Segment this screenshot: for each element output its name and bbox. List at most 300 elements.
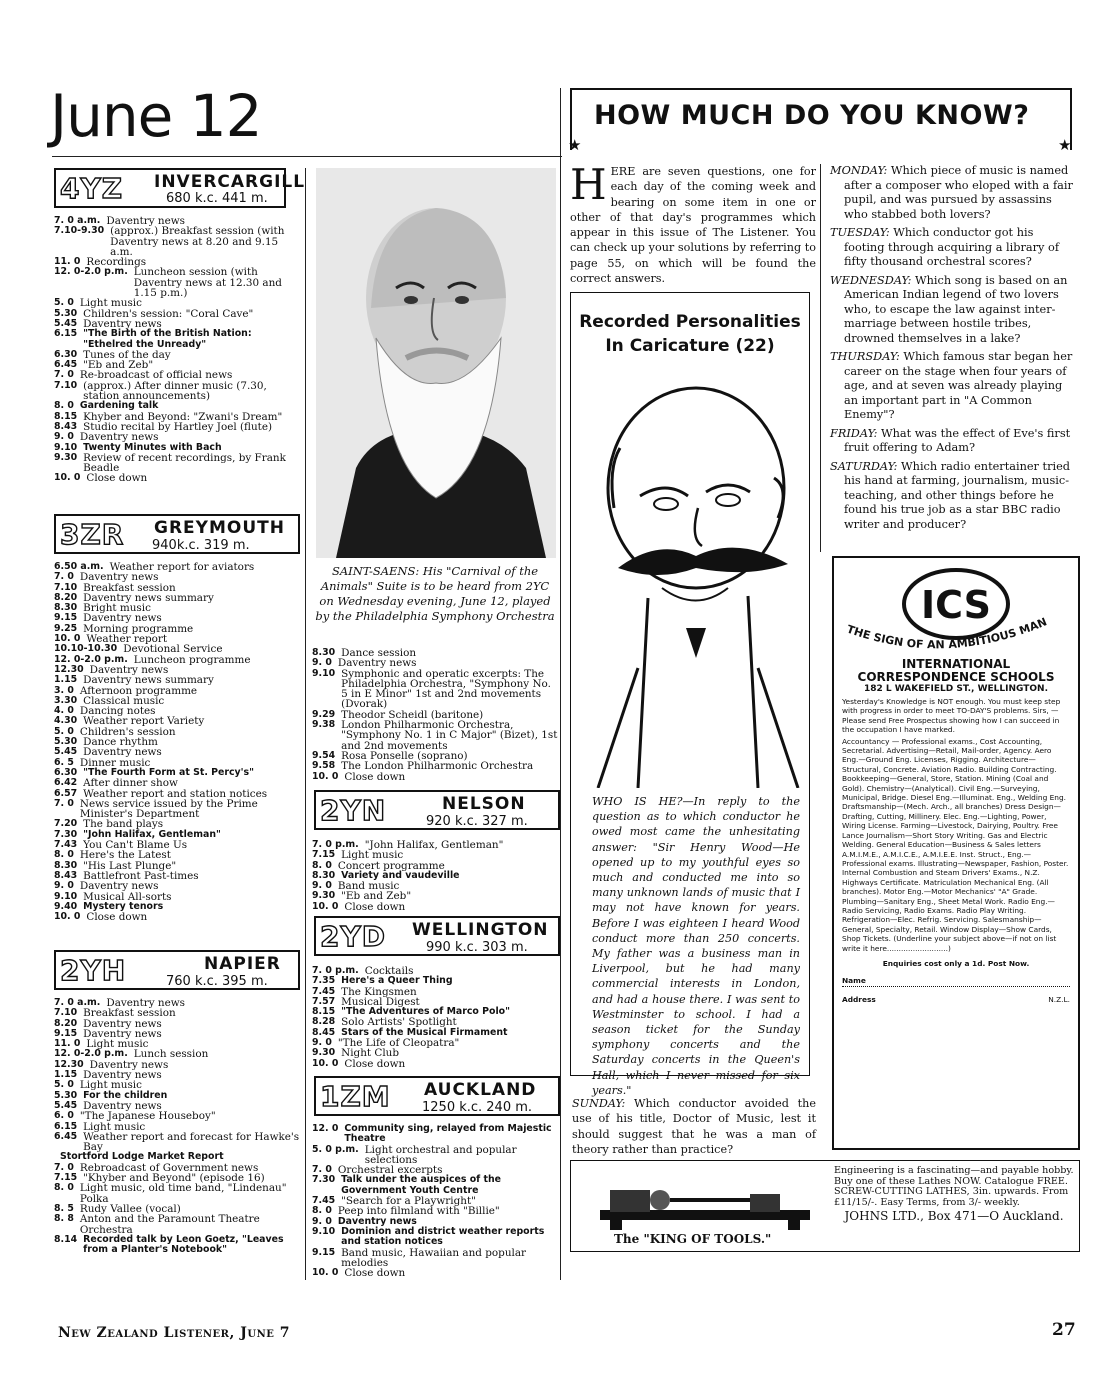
- programme-title: Classical music: [83, 694, 165, 707]
- programme-title: Weather report: [86, 633, 168, 646]
- programme-time: 9. 0: [312, 880, 332, 892]
- programme-title: Weather report and station notices: [83, 787, 268, 800]
- programme-time: 9.15: [54, 1027, 78, 1039]
- programme-time: 8. 5: [54, 1202, 74, 1214]
- programme-time: 5.30: [54, 307, 78, 319]
- programme-title: Weather report for aviators: [109, 561, 255, 573]
- station-2yn-programme: [312, 840, 560, 912]
- programme-time: 11. 0: [54, 256, 81, 268]
- programme-title: Anton and the Paramount Theatre Orchestra: [79, 1213, 260, 1236]
- caricature-title: [572, 310, 808, 358]
- programme-time: 9.15: [312, 1246, 336, 1258]
- quiz-intro-text: ERE are seven questions, one for each day of the coming week and bearing on some item in one or other of that day's programmes which appear in this issue of The Listener. You can check up your solutions by referring to page 55, on which will be found the correct answers.: [570, 165, 816, 286]
- programme-item: [54, 267, 302, 298]
- quiz-question-text: Which piece of music is named after a composer who eloped with a fair pupil, and was pursued by assassins who stabbed both lovers?: [844, 164, 1073, 221]
- ics-address: 182 L WAKEFIELD ST., WELLINGTON.: [863, 684, 1048, 694]
- programme-title: "The Japanese Houseboy": [79, 1110, 216, 1123]
- programme-time: 7.43: [54, 839, 78, 851]
- station-2yd-programme: [312, 966, 560, 1069]
- programme-title: News service issued by the Prime Minister's Department: [79, 797, 258, 821]
- ics-name-field[interactable]: [842, 976, 1070, 986]
- programme-title: "John Halifax, Gentleman": [83, 828, 221, 840]
- programme-title: "The Fourth Form at St. Percy's": [83, 766, 255, 778]
- programme-title: "Search for a Playwright": [341, 1195, 476, 1208]
- programme-title: Light music: [83, 1120, 146, 1133]
- programme-time: 7.10: [54, 1007, 78, 1019]
- programme-time: 6.45: [54, 1130, 78, 1142]
- programme-title: (approx.) After dinner music (7.30, station announcements): [83, 379, 267, 403]
- programme-title: Close down: [344, 770, 406, 783]
- programme-title: "The Adventures of Marco Polo": [341, 1006, 510, 1018]
- ics-address-field[interactable]: [842, 995, 1070, 1004]
- programme-item: [54, 912, 302, 922]
- programme-time: 9.10: [312, 1225, 336, 1237]
- programme-title: Close down: [344, 1057, 406, 1070]
- programme-item: [54, 881, 302, 891]
- station-city: GREYMOUTH: [154, 518, 285, 538]
- ics-address-label: Address: [842, 994, 876, 1004]
- quiz-intro: [570, 160, 816, 286]
- star-icon: ★: [568, 136, 582, 154]
- programme-title: Stortford Lodge Market Report: [60, 1151, 224, 1163]
- programme-time: 6.15: [54, 1120, 78, 1132]
- programme-title: "John Halifax, Gentleman": [364, 839, 504, 851]
- programme-title: Daventry news: [337, 1215, 417, 1227]
- programme-title: Children's session: [79, 725, 176, 738]
- programme-title: Tunes of the day: [83, 348, 171, 361]
- quiz-day: SUNDAY:: [572, 1097, 626, 1110]
- station-2yc-programme: [312, 648, 560, 782]
- programme-title: Daventry news: [83, 612, 162, 625]
- programme-title: Daventry news: [79, 431, 159, 444]
- programme-time: 8. 0: [54, 400, 74, 412]
- ics-name: CORRESPONDENCE SCHOOLS: [857, 670, 1055, 684]
- programme-title: Orchestral excerpts: [337, 1164, 443, 1177]
- programme-title: Community sing, relayed from Majestic Theatre: [344, 1123, 552, 1145]
- programme-time: 6.45: [54, 359, 78, 371]
- quiz-day: MONDAY:: [830, 164, 888, 177]
- programme-time: 9.10: [312, 667, 336, 679]
- programme-title: Daventry news: [106, 997, 185, 1009]
- programme-item: [312, 1268, 562, 1278]
- programme-title: Daventry news: [83, 317, 162, 330]
- programme-time: 5.30: [54, 736, 78, 748]
- programme-time: 12. 0-2.0 p.m.: [54, 653, 128, 665]
- station-3zr-header: [54, 514, 300, 554]
- programme-title: Lunch session: [133, 1048, 209, 1061]
- programme-title: Cocktails: [364, 965, 414, 977]
- station-call-sign: 4YZ: [60, 172, 124, 205]
- programme-time: 8. 0: [54, 1182, 74, 1194]
- programme-title: The London Philharmonic Orchestra: [341, 760, 534, 773]
- programme-title: Stars of the Musical Firmament: [341, 1026, 508, 1038]
- programme-title: Daventry news: [83, 746, 162, 759]
- quiz-question: [830, 274, 1074, 347]
- quiz-day: WEDNESDAY:: [830, 273, 912, 287]
- station-frequency: 920 k.c. 327 m.: [426, 814, 528, 829]
- programme-time: 9.15: [54, 612, 78, 624]
- programme-title: Weather report Variety: [83, 715, 205, 728]
- programme-time: 7. 0 p.m.: [312, 965, 359, 976]
- programme-title: Solo Artists' Spotlight: [341, 1016, 457, 1029]
- programme-time: 9.54: [312, 749, 336, 761]
- programme-title: Luncheon programme: [133, 653, 251, 666]
- programme-time: 9.29: [312, 708, 336, 720]
- station-1zm-header: [314, 1076, 560, 1116]
- programme-time: 10. 0: [54, 472, 81, 484]
- programme-time: 12. 0-2.0 p.m.: [54, 266, 128, 278]
- programme-time: 9.40: [54, 900, 78, 912]
- programme-time: 7.35: [312, 975, 336, 987]
- programme-time: 8.20: [54, 591, 78, 603]
- programme-time: 8.30: [312, 869, 336, 881]
- programme-time: 6.50 a.m.: [54, 561, 104, 572]
- programme-title: Close down: [344, 1267, 406, 1280]
- programme-title: Bright music: [83, 602, 151, 615]
- station-frequency: 940k.c. 319 m.: [152, 538, 250, 553]
- programme-item: [54, 1183, 302, 1204]
- ics-enquiries: Enquiries cost only a 1d. Post Now.: [882, 958, 1030, 968]
- programme-time: 9. 0: [312, 1037, 332, 1049]
- programme-title: Musical All-sorts: [83, 890, 172, 903]
- programme-item: [54, 778, 302, 788]
- programme-item: [312, 1059, 560, 1069]
- photo-caption: SAINT-SAENS: His "Carnival of the Animals" Suite is to be heard from 2YC on Wednesday evening, June 12, played by the Philadelphia Symphony Orchestra: [315, 564, 555, 623]
- programme-time: 7. 0: [54, 571, 74, 583]
- programme-time: 6.30: [54, 348, 78, 360]
- station-1zm-programme: [312, 1124, 562, 1278]
- programme-title: Breakfast session: [83, 1007, 176, 1020]
- programme-title: Band music: [337, 880, 400, 893]
- station-2yd-header: [314, 916, 560, 956]
- star-icon: ★: [1058, 136, 1072, 154]
- programme-title: Peep into filmland with "Billie": [337, 1205, 500, 1218]
- programme-time: 5. 0 p.m.: [312, 1143, 359, 1155]
- programme-title: "The Life of Cleopatra": [337, 1037, 460, 1050]
- programme-title: Daventry news: [83, 1069, 162, 1082]
- programme-title: Luncheon session (with Daventry news at 12.30 and 1.15 p.m.): [133, 266, 282, 300]
- programme-time: 9.38: [312, 719, 336, 731]
- programme-time: 8.30: [54, 859, 78, 871]
- quiz-day: TUESDAY:: [830, 226, 890, 239]
- station-call-sign: 2YN: [320, 794, 387, 827]
- station-call-sign: 2YH: [60, 954, 127, 987]
- programme-time: 9.30: [312, 1047, 336, 1059]
- programme-title: Band music, Hawaiian and popular melodies: [341, 1246, 527, 1269]
- quiz-question-text: Which radio entertainer tried his hand at farming, journalism, music-teaching, and other things before he found his true job as a star BBC radio writer and producer?: [844, 459, 1071, 531]
- programme-time: 8. 0: [312, 1205, 332, 1217]
- programme-item: [54, 226, 302, 257]
- programme-time: 6.30: [54, 766, 78, 778]
- station-city: WELLINGTON: [412, 920, 549, 940]
- programme-title: The band plays: [83, 818, 164, 831]
- programme-title: Night Club: [341, 1047, 399, 1060]
- programme-title: Light orchestral and popular selections: [364, 1143, 517, 1166]
- ics-name: INTERNATIONAL: [901, 657, 1011, 671]
- programme-time: 9.10: [54, 890, 78, 902]
- programme-time: 7. 0 a.m.: [54, 997, 101, 1008]
- column-rule: [305, 168, 306, 1280]
- programme-title: Khyber and Beyond: "Zwani's Dream": [83, 410, 283, 423]
- programme-title: Close down: [86, 911, 148, 924]
- programme-time: 10. 0: [54, 633, 81, 645]
- programme-title: Mystery tenors: [83, 900, 164, 912]
- ics-copy: [842, 658, 1070, 1004]
- programme-time: 9.25: [54, 622, 78, 634]
- programme-time: 7. 0: [312, 1164, 332, 1176]
- station-frequency: 760 k.c. 395 m.: [166, 974, 268, 989]
- programme-time: 9. 0: [312, 1215, 332, 1227]
- programme-time: 7. 0 p.m.: [312, 839, 359, 850]
- programme-time: 6.15: [54, 328, 78, 340]
- quiz-question: [830, 460, 1074, 533]
- programme-title: London Philharmonic Orchestra, "Symphony No. 1 in C Major" (Bizet), 1st and 2nd movements: [341, 719, 558, 752]
- programme-title: Morning programme: [83, 622, 194, 635]
- programme-time: 6. 0: [54, 1110, 74, 1122]
- programme-title: Light music: [79, 1079, 142, 1092]
- quiz-question: [830, 226, 1074, 270]
- programme-item: [312, 669, 560, 710]
- caricature-text: WHO IS HE?—In reply to the question as to which conductor he owed most came the unhesitating answer: "Sir Henry Wood—He opened up to my youthful eyes so much and conducted me into so many unknown lands of music that I may not have known for years. Before I was eighteen I heard Wood conduct more than 250 concerts. My father was a business man in Liverpool, but he had many commercial interests in London, and had a house there. I was sent to Westminster to school. I had a season ticket for the Sunday symphony concerts and the Saturday concerts in the Queen's Hall, which I never missed for six years.": [592, 795, 800, 1097]
- page-number: 27: [1052, 1320, 1076, 1340]
- programme-time: 8. 8: [54, 1213, 74, 1225]
- programme-title: "Eb and Zeb": [83, 359, 154, 372]
- programme-item: [312, 772, 560, 782]
- programme-time: 9. 0: [54, 880, 74, 892]
- programme-time: 8.20: [54, 1017, 78, 1029]
- programme-time: 7.10: [54, 379, 78, 391]
- programme-title: Recordings: [86, 256, 147, 269]
- programme-title: "Eb and Zeb": [341, 890, 412, 903]
- programme-title: Concert programme: [337, 859, 445, 872]
- programme-time: 7.45: [312, 985, 336, 997]
- programme-title: Rebroadcast of Government news: [79, 1161, 259, 1174]
- programme-time: 8.28: [312, 1016, 336, 1028]
- programme-time: 4. 0: [54, 705, 74, 717]
- programme-item: [54, 473, 302, 483]
- programme-time: 1.15: [54, 674, 78, 686]
- page-date-heading: June 12: [50, 82, 262, 150]
- programme-title: Daventry news: [79, 571, 159, 584]
- header-rule: [52, 156, 562, 157]
- station-4yz-programme: [54, 216, 302, 484]
- programme-title: (approx.) Breakfast session (with Daventry news at 8.20 and 9.15 a.m.: [110, 225, 285, 258]
- programme-title: Devotional Service: [123, 643, 223, 656]
- programme-title: Daventry news summary: [83, 674, 214, 687]
- johns-body: Engineering is a fascinating—and payable hobby. Buy one of these Lathes NOW. Catalogue FREE. SCREW-CUTTING LATHES, 3in. upwards. From £11/15/-. Easy Terms, from 3/- weekly.: [834, 1165, 1074, 1208]
- programme-title: Daventry news: [89, 1058, 169, 1071]
- johns-text: [834, 1166, 1074, 1223]
- programme-title: Daventry news: [337, 657, 417, 670]
- programme-item: [54, 1132, 302, 1153]
- station-call-sign: 2YD: [320, 920, 386, 953]
- programme-time: 8.15: [312, 1006, 336, 1018]
- programme-time: 10. 0: [312, 1267, 339, 1279]
- programme-title: Recorded talk by Leon Goetz, "Leaves from a Planter's Notebook": [83, 1233, 284, 1256]
- saint-saens-photo: [316, 168, 556, 558]
- programme-title: Weather report and forecast for Hawke's Bay: [83, 1130, 300, 1154]
- programme-title: Dominion and district weather reports and station notices: [341, 1225, 545, 1248]
- programme-time: 7.10-9.30: [54, 225, 105, 237]
- programme-time: 8. 0: [312, 859, 332, 871]
- programme-time: 8.30: [54, 602, 78, 614]
- quiz-question: [830, 350, 1074, 423]
- quiz-title: HOW MUCH DO YOU KNOW?: [594, 100, 1030, 131]
- programme-time: 7. 0 a.m.: [54, 215, 101, 226]
- programme-title: Review of recent recordings, by Frank Beadle: [83, 451, 286, 475]
- station-2yn-header: [314, 790, 560, 830]
- programme-title: "Khyber and Beyond" (episode 16): [83, 1172, 265, 1185]
- programme-title: Here's a Queer Thing: [341, 975, 453, 987]
- programme-title: Dinner music: [79, 756, 151, 769]
- quiz-day: SATURDAY:: [830, 459, 898, 473]
- programme-title: Musical Digest: [341, 995, 420, 1008]
- caricature-title-line: Recorded Personalities: [579, 312, 801, 332]
- programme-time: 8.45: [312, 1026, 336, 1038]
- quiz-day: FRIDAY:: [830, 426, 878, 440]
- programme-time: 7.45: [312, 1195, 336, 1207]
- programme-title: Gardening talk: [79, 400, 159, 412]
- programme-title: Children's session: "Coral Cave": [83, 307, 254, 320]
- programme-item: [312, 1175, 562, 1196]
- programme-time: 3. 0: [54, 684, 74, 696]
- caricature-drawing: [578, 368, 804, 788]
- programme-title: Daventry news: [106, 215, 185, 227]
- programme-title: Re-broadcast of official news: [79, 369, 233, 382]
- quiz-dropcap: H: [570, 160, 607, 209]
- programme-title: "His Last Plunge": [83, 859, 177, 872]
- portrait-illustration: [316, 168, 556, 558]
- programme-time: 8.14: [54, 1233, 78, 1245]
- programme-time: 5.30: [54, 1089, 78, 1101]
- programme-item: [312, 1124, 562, 1145]
- programme-time: 10.10-10.30: [54, 643, 118, 655]
- programme-time: 6. 5: [54, 756, 74, 768]
- station-2yh-programme: [54, 998, 302, 1255]
- johns-tagline: The "KING OF TOOLS.": [614, 1232, 772, 1246]
- station-city: NELSON: [442, 794, 526, 814]
- programme-time: 7.15: [312, 849, 336, 861]
- footer-publication: New Zealand Listener, June 7: [58, 1325, 290, 1341]
- programme-time: 11. 0: [54, 1038, 81, 1050]
- ics-nz: N.Z.L.: [1048, 994, 1070, 1004]
- quiz-question-text: Which conductor got his footing through acquiring a library of fifty thousand orchestral scores?: [844, 226, 1059, 268]
- station-3zr-programme: [54, 562, 302, 922]
- programme-title: Theodor Scheidl (baritone): [341, 708, 484, 721]
- programme-title: The Kingsmen: [341, 985, 417, 998]
- programme-title: After dinner show: [83, 777, 178, 790]
- programme-time: 3.30: [54, 694, 78, 706]
- programme-time: 1.15: [54, 1069, 78, 1081]
- programme-title: Dancing notes: [79, 705, 156, 718]
- programme-item: [312, 1145, 562, 1166]
- station-frequency: 1250 k.c. 240 m.: [422, 1100, 533, 1115]
- quiz-sunday: [572, 1096, 816, 1157]
- programme-time: 10. 0: [312, 900, 339, 912]
- programme-title: Daventry news: [79, 880, 159, 893]
- programme-time: 8. 0: [54, 849, 74, 861]
- programme-title: Daventry news: [89, 663, 169, 676]
- programme-item: [312, 1248, 562, 1269]
- programme-title: For the children: [83, 1089, 168, 1101]
- programme-time: 4.30: [54, 715, 78, 727]
- programme-title: Light music: [79, 297, 142, 310]
- ics-courses: Accountancy — Professional exams., Cost Accounting, Secretarial. Advertising—Retail, Mail-order, Agency. Aero Eng.—Ground Eng. Licenses, Rigging. Architecture—Structural, Concrete. Aviation Radio. Building Contracting. Bookkeeping—General, Store, Station. Mining (Coal and Gold). Chemistry—(Analytical). Civil Eng.—Surveying, Municipal, Bridge. Diesel Eng.—Illuminat. Eng., Welding Eng. Draftsmanship—(Mech. Arch., all branches) Dress Design—Drafting, Cutting, Millinery. Elec. Eng.—Lighting, Power, Wiring License. Farming—Livestock, Dairying, Poultry. Free Lance Journalism—Short Story Writing. Gas and Electric Welding. General Education—Business & Sales letters A.M.I.M.E., A.M.I.C.E., A.M.I.E.E. Inst. Struct., Eng.—Professional exams. Illustrating—Newspaper, Fashion, Poster. Internal Combustion and Steam Drivers' Exams., N.Z. Highways Certificate. Matriculation Mechanical Eng. (All branches). Motor Eng.—Motor Mechanics' "A" Grade. Plumbing—Sanitary Eng., Sheet Metal Work. Radio Eng.—Radio Servicing, Radio Exams. Radio Play Writing. Refrigeration—Elec. Refrig. Servicing. Salesmanship—General, Specialty, Retail. Window Display—Show Cards, Shop Tickets. (Underline your subject above—if not on list write it here..........................): [842, 736, 1069, 953]
- programme-item: [312, 720, 560, 751]
- programme-time: 5. 0: [54, 1079, 74, 1091]
- programme-time: 7.20: [54, 818, 78, 830]
- programme-time: 8.43: [54, 869, 78, 881]
- programme-title: Daventry news: [83, 1017, 162, 1030]
- programme-title: Dance rhythm: [83, 736, 158, 749]
- station-4yz-header: [54, 168, 306, 208]
- programme-time: 12.30: [54, 663, 84, 675]
- programme-time: 6.57: [54, 787, 78, 799]
- programme-time: 9.10: [54, 441, 78, 453]
- programme-time: 9.30: [312, 890, 336, 902]
- station-city: AUCKLAND: [424, 1080, 537, 1100]
- quiz-question-text: Which conductor avoided the use of his title, Doctor of Music, lest it should suggest that he was a man of theory rather than practice?: [572, 1097, 816, 1156]
- programme-time: 7. 0: [54, 369, 74, 381]
- quiz-question-text: What was the effect of Eve's first fruit offering to Adam?: [844, 426, 1071, 454]
- programme-time: 7.30: [54, 828, 78, 840]
- station-call-sign: 3ZR: [60, 518, 125, 551]
- programme-title: Light music: [86, 1038, 149, 1051]
- programme-time: 9. 0: [312, 657, 332, 669]
- ics-name-label: Name: [842, 976, 866, 986]
- caricature-title-line: In Caricature (22): [605, 336, 775, 356]
- programme-title: "The Birth of the British Nation: "Ethelred the Unready": [83, 328, 252, 350]
- column-rule: [820, 164, 821, 552]
- programme-title: Close down: [86, 472, 148, 485]
- programme-time: 9. 0: [54, 431, 74, 443]
- programme-time: 9.58: [312, 760, 336, 772]
- programme-time: 5.45: [54, 1099, 78, 1111]
- programme-title: Light music, old time band, "Lindenau" Polka: [79, 1182, 287, 1205]
- programme-title: Afternoon programme: [79, 684, 198, 697]
- programme-time: 10. 0: [312, 1057, 339, 1069]
- programme-time: 5.45: [54, 317, 78, 329]
- programme-time: 7.15: [54, 1172, 78, 1184]
- programme-time: 10. 0: [312, 770, 339, 782]
- programme-time: 10. 0: [54, 911, 81, 923]
- programme-time: 9.30: [54, 451, 78, 463]
- programme-item: [54, 1235, 302, 1256]
- station-frequency: 680 k.c. 441 m.: [166, 191, 268, 206]
- programme-item: [54, 799, 302, 820]
- programme-time: 7. 0: [54, 797, 74, 809]
- station-2yh-header: [54, 950, 300, 990]
- programme-title: Daventry news: [83, 1027, 162, 1040]
- programme-title: You Can't Blame Us: [83, 839, 188, 852]
- programme-time: 12. 0: [312, 1123, 339, 1134]
- programme-time: 7.30: [312, 1174, 336, 1186]
- programme-title: Battlefront Past-times: [83, 869, 199, 882]
- programme-title: Dance session: [341, 647, 417, 659]
- station-city: INVERCARGILL: [154, 172, 306, 192]
- programme-title: Talk under the auspices of the Government Youth Centre: [341, 1174, 502, 1196]
- programme-item: [54, 453, 302, 474]
- programme-item: [312, 1227, 562, 1248]
- programme-title: Symphonic and operatic excerpts: The Philadelphia Orchestra, "Symphony No. 5 in E Minor" 1st and 2nd movements (Dvorak): [341, 667, 551, 711]
- programme-time: 8.43: [54, 420, 78, 432]
- programme-time: 12. 0-2.0 p.m.: [54, 1048, 128, 1060]
- quiz-question-text: Which famous star began her career on the stage when four years of age, and at seven was already playing an important part in "A Common Enemy"?: [844, 350, 1073, 421]
- quiz-question: [830, 427, 1074, 456]
- column-rule: [560, 88, 561, 1280]
- programme-item: [54, 1214, 302, 1235]
- quiz-question-text: Which song is based on an American Indian legend of two lovers who, to escape the law against inter-marriage between hostile tribes, drowned themselves in a lake?: [844, 273, 1068, 345]
